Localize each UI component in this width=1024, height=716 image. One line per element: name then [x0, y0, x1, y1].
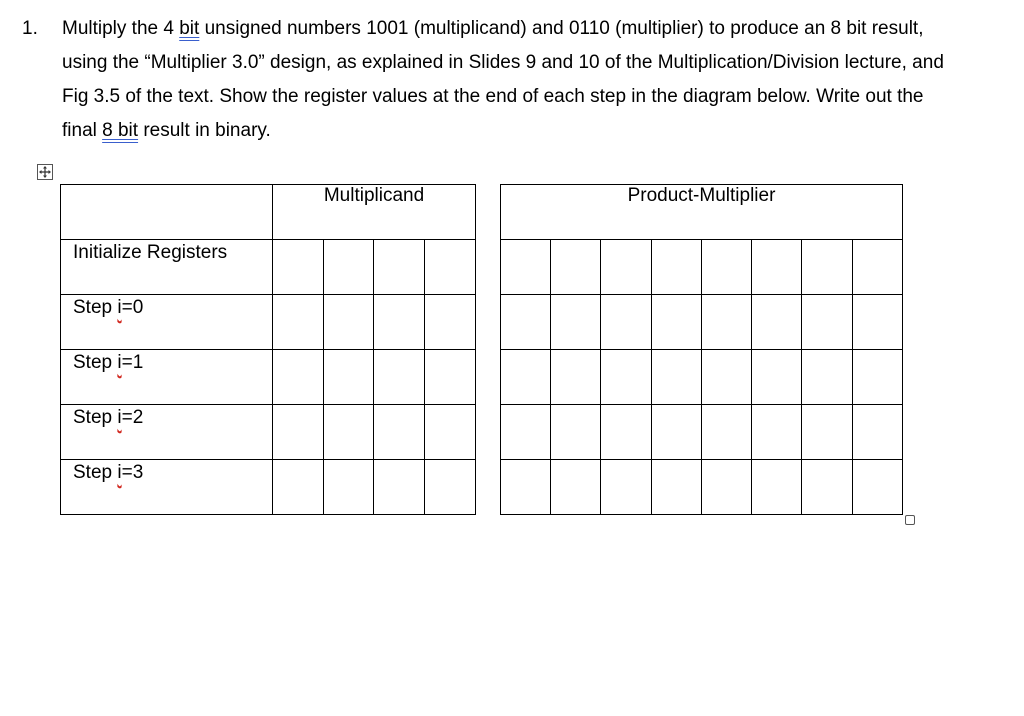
product-bit-cell[interactable]	[701, 405, 751, 460]
multiplicand-bit-cell[interactable]	[374, 350, 425, 405]
row-label	[61, 350, 273, 405]
question-text-part: unsigned numbers 1001 (multiplicand) and 0110 (multiplier) to produce an 8 bit result, using the “Multiplier 3.0” design, as explained in Slides 9 and 10 of the Multiplication/Division lecture, and Fig 3.5 of the text. Show the register values at the end of each step in the diagram below. Write out the final	[62, 18, 944, 141]
multiplicand-bit-cell[interactable]	[425, 405, 476, 460]
question-text	[62, 12, 962, 148]
row-label-suffix: =1	[121, 352, 144, 373]
multiplicand-bit-cell[interactable]	[323, 295, 374, 350]
product-bit-cell[interactable]	[752, 350, 802, 405]
step-row	[61, 295, 476, 350]
multiplicand-bit-cell[interactable]	[273, 240, 324, 295]
question-number: 1.	[22, 18, 38, 39]
product-multiplier-header: Product-Multiplier	[501, 185, 903, 240]
product-bit-cell[interactable]	[551, 460, 601, 515]
product-multiplier-table	[500, 184, 903, 515]
product-bit-cell[interactable]	[651, 350, 701, 405]
product-bit-cell[interactable]	[852, 460, 902, 515]
table-move-handle-icon[interactable]	[37, 164, 53, 180]
product-bit-cell[interactable]	[752, 405, 802, 460]
multiplicand-bit-cell[interactable]	[425, 350, 476, 405]
row-label-index: i	[117, 462, 122, 483]
row-label-index: i	[117, 297, 122, 318]
product-bit-cell[interactable]	[501, 460, 551, 515]
row-label-index: i	[117, 407, 122, 428]
multiplicand-bit-cell[interactable]	[425, 240, 476, 295]
product-bit-cell[interactable]	[802, 295, 852, 350]
multiplicand-bit-cell[interactable]	[323, 460, 374, 515]
corner-cell	[61, 185, 273, 240]
product-bit-cell[interactable]	[551, 405, 601, 460]
multiplicand-bit-cell[interactable]	[273, 405, 324, 460]
product-bit-cell[interactable]	[551, 295, 601, 350]
multiplicand-header-row	[61, 185, 476, 240]
product-bit-cell[interactable]	[752, 295, 802, 350]
multiplicand-bit-cell[interactable]	[374, 460, 425, 515]
multiplicand-bit-cell[interactable]	[374, 240, 425, 295]
product-bit-cell[interactable]	[802, 460, 852, 515]
question-text-part: Multiply the 4	[62, 18, 180, 39]
product-bit-cell[interactable]	[852, 240, 902, 295]
product-bit-cell[interactable]	[852, 405, 902, 460]
product-bit-cell[interactable]	[501, 405, 551, 460]
row-label-prefix: Initialize Registers	[73, 242, 228, 263]
multiplicand-bit-cell[interactable]	[273, 350, 324, 405]
multiplicand-bit-cell[interactable]	[374, 295, 425, 350]
product-row	[501, 240, 903, 295]
product-bit-cell[interactable]	[551, 350, 601, 405]
row-label-prefix: Step	[73, 407, 118, 428]
multiplicand-bit-cell[interactable]	[425, 295, 476, 350]
product-bit-cell[interactable]	[802, 405, 852, 460]
product-bit-cell[interactable]	[752, 460, 802, 515]
multiplicand-bit-cell[interactable]	[323, 350, 374, 405]
product-row	[501, 405, 903, 460]
multiplicand-bit-cell[interactable]	[323, 405, 374, 460]
row-label	[61, 460, 273, 515]
product-bit-cell[interactable]	[852, 295, 902, 350]
question-1	[22, 12, 982, 148]
product-header-row	[501, 185, 903, 240]
product-bit-cell[interactable]	[651, 240, 701, 295]
multiplicand-bit-cell[interactable]	[273, 295, 324, 350]
question-text-part: bit	[179, 18, 200, 39]
product-bit-cell[interactable]	[701, 240, 751, 295]
product-bit-cell[interactable]	[651, 460, 701, 515]
row-label	[61, 240, 273, 295]
product-bit-cell[interactable]	[701, 295, 751, 350]
product-bit-cell[interactable]	[601, 350, 651, 405]
step-row	[61, 460, 476, 515]
product-bit-cell[interactable]	[802, 350, 852, 405]
step-row	[61, 350, 476, 405]
multiplicand-bit-cell[interactable]	[323, 240, 374, 295]
multiplicand-bit-cell[interactable]	[374, 405, 425, 460]
table-resize-handle-icon[interactable]	[905, 515, 915, 525]
row-label-suffix: =2	[121, 407, 144, 428]
move-arrows-icon	[39, 166, 51, 178]
multiplicand-header: Multiplicand	[273, 185, 476, 240]
row-label-index: i	[117, 352, 122, 373]
row-label-prefix: Step	[73, 297, 118, 318]
multiplicand-bit-cell[interactable]	[425, 460, 476, 515]
multiplicand-bit-cell[interactable]	[273, 460, 324, 515]
product-row	[501, 295, 903, 350]
product-bit-cell[interactable]	[501, 295, 551, 350]
product-row	[501, 350, 903, 405]
step-row	[61, 405, 476, 460]
row-label-prefix: Step	[73, 462, 118, 483]
product-bit-cell[interactable]	[701, 460, 751, 515]
step-row	[61, 240, 476, 295]
product-bit-cell[interactable]	[601, 405, 651, 460]
product-bit-cell[interactable]	[501, 350, 551, 405]
multiplicand-table	[60, 184, 476, 515]
row-label-suffix: =3	[121, 462, 144, 483]
product-bit-cell[interactable]	[701, 350, 751, 405]
row-label	[61, 295, 273, 350]
product-bit-cell[interactable]	[601, 295, 651, 350]
product-bit-cell[interactable]	[601, 240, 651, 295]
product-bit-cell[interactable]	[501, 240, 551, 295]
product-bit-cell[interactable]	[802, 240, 852, 295]
product-bit-cell[interactable]	[651, 405, 701, 460]
product-row	[501, 460, 903, 515]
product-bit-cell[interactable]	[651, 295, 701, 350]
product-bit-cell[interactable]	[852, 350, 902, 405]
product-bit-cell[interactable]	[752, 240, 802, 295]
product-bit-cell[interactable]	[601, 460, 651, 515]
row-label-prefix: Step	[73, 352, 118, 373]
row-label-suffix: =0	[121, 297, 144, 318]
product-bit-cell[interactable]	[551, 240, 601, 295]
question-text-part: result in binary.	[138, 120, 271, 141]
row-label	[61, 405, 273, 460]
question-text-part: 8 bit	[102, 120, 139, 141]
